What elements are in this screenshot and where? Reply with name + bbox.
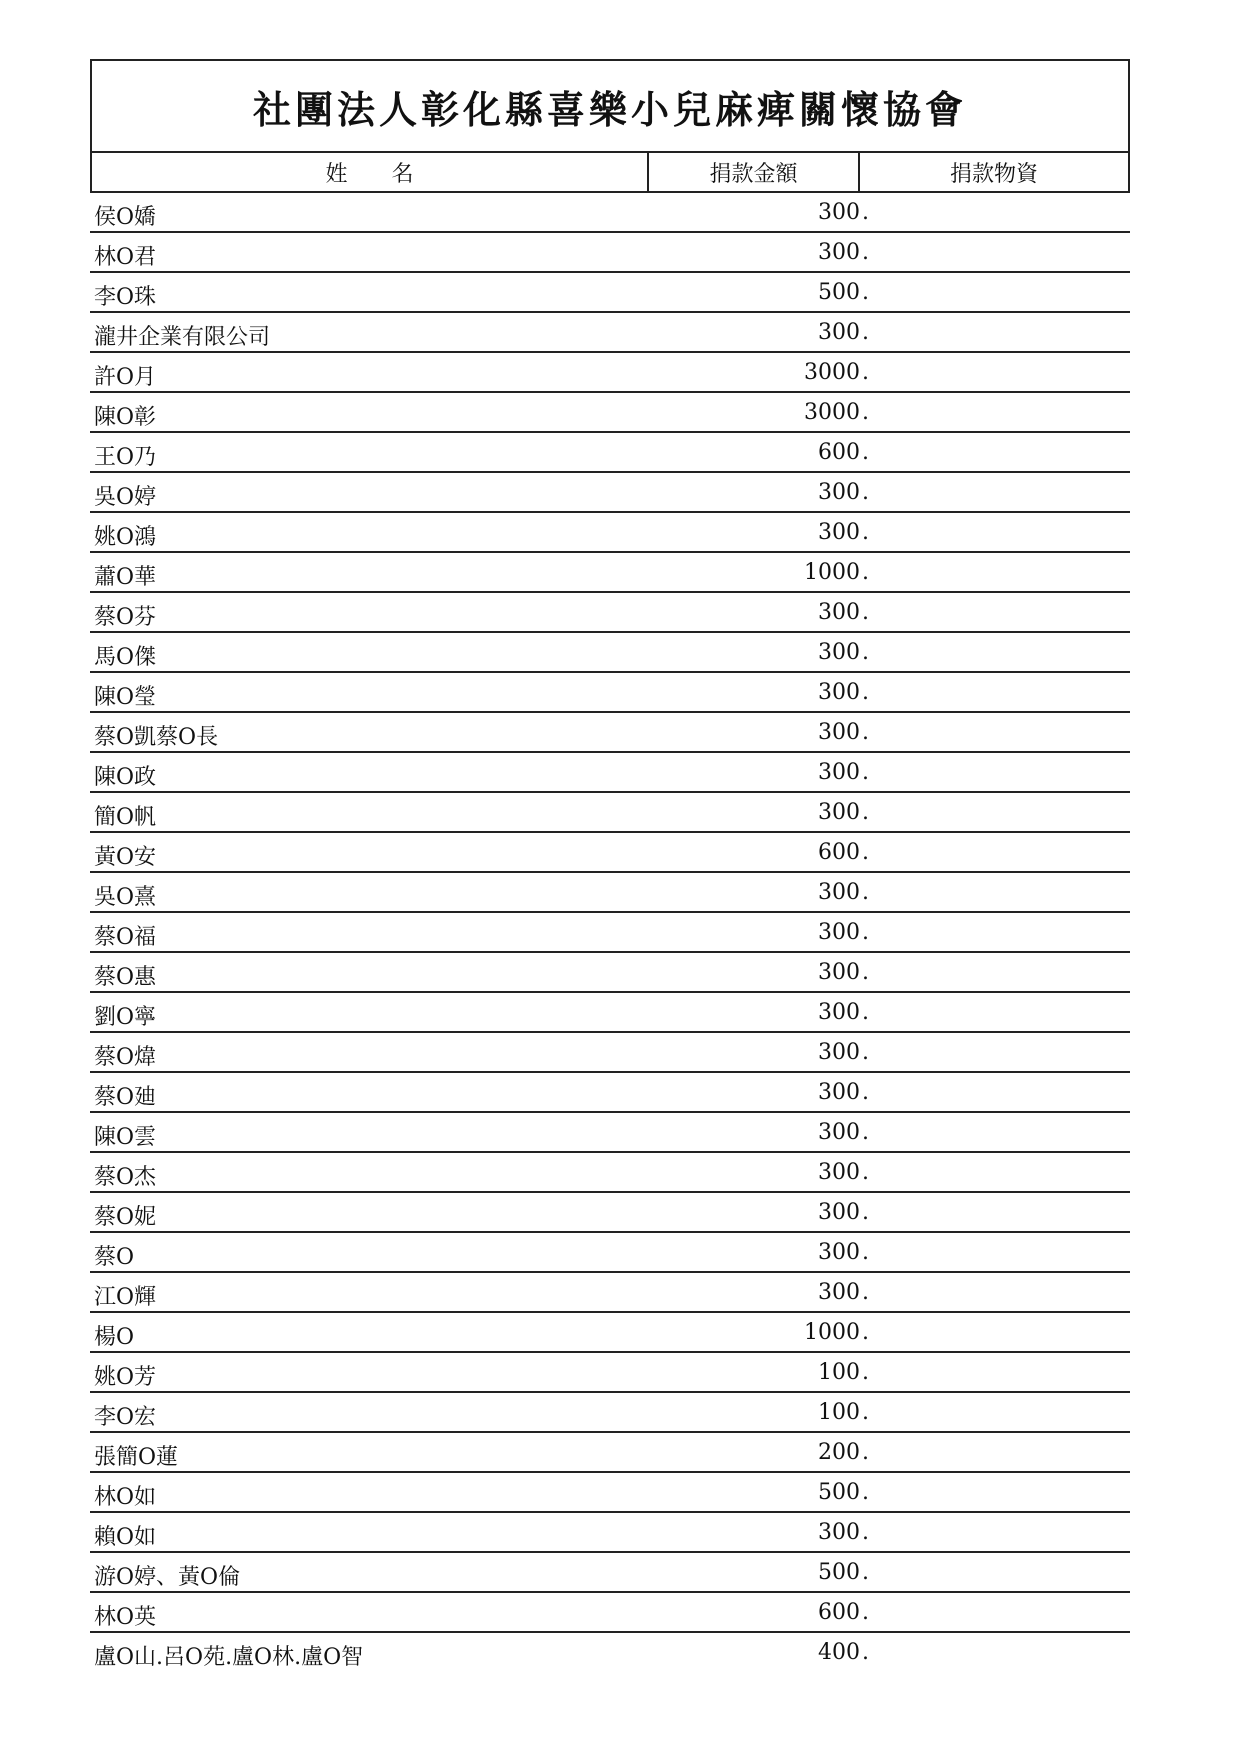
table-row — [90, 1473, 1130, 1513]
donation-amount: 300 — [818, 680, 860, 705]
amount-suffix: . — [862, 200, 869, 225]
donor-name: 陳O彰 — [94, 405, 157, 430]
table-row — [90, 673, 1130, 713]
table-row — [90, 1033, 1130, 1073]
donor-name: 侯O嬌 — [94, 205, 157, 230]
donation-amount: 500 — [818, 280, 860, 305]
donation-sheet — [90, 59, 1130, 1673]
donor-name: 蔡O妮 — [94, 1205, 157, 1230]
donor-name: 蔡O廸 — [94, 1085, 157, 1110]
table-row — [90, 1193, 1130, 1233]
donation-amount: 100 — [818, 1400, 860, 1425]
table-row — [90, 633, 1130, 673]
header-name: 姓名 — [92, 153, 649, 191]
donor-name: 姚O芳 — [94, 1365, 157, 1390]
donor-name: 蔡O芬 — [94, 605, 157, 630]
amount-suffix: . — [862, 1520, 869, 1545]
table-row — [90, 233, 1130, 273]
donation-amount: 300 — [818, 520, 860, 545]
amount-suffix: . — [862, 1160, 869, 1185]
donor-name: 陳O瑩 — [94, 685, 157, 710]
amount-suffix: . — [862, 360, 869, 385]
donor-name: 林O英 — [94, 1605, 157, 1630]
donation-amount: 300 — [818, 760, 860, 785]
amount-suffix: . — [862, 1040, 869, 1065]
donation-amount: 300 — [818, 1000, 860, 1025]
donor-name: 黃O安 — [94, 845, 157, 870]
donation-amount: 300 — [818, 920, 860, 945]
donation-amount: 600 — [818, 440, 860, 465]
table-row — [90, 193, 1130, 233]
donation-amount: 100 — [818, 1360, 860, 1385]
donor-name: 賴O如 — [94, 1525, 157, 1550]
amount-suffix: . — [862, 400, 869, 425]
donation-amount: 300 — [818, 960, 860, 985]
table-row — [90, 753, 1130, 793]
donor-name: 吳O熹 — [94, 885, 157, 910]
donor-name: 馬O傑 — [94, 645, 157, 670]
table-header — [90, 153, 1130, 193]
donor-name: 許O月 — [94, 365, 157, 390]
amount-suffix: . — [862, 680, 869, 705]
donor-name: 陳O雲 — [94, 1125, 157, 1150]
table-body — [90, 193, 1130, 1673]
table-row — [90, 353, 1130, 393]
donation-amount: 400 — [818, 1640, 860, 1665]
amount-suffix: . — [862, 800, 869, 825]
table-row — [90, 953, 1130, 993]
donation-amount: 600 — [818, 840, 860, 865]
donor-name: 蔡O福 — [94, 925, 157, 950]
donation-amount: 300 — [818, 1200, 860, 1225]
donation-amount: 3000 — [804, 360, 860, 385]
table-row — [90, 1153, 1130, 1193]
amount-suffix: . — [862, 1640, 869, 1665]
amount-suffix: . — [862, 960, 869, 985]
donor-name: 張簡O蓮 — [94, 1445, 179, 1470]
table-row — [90, 1353, 1130, 1393]
donation-amount: 500 — [818, 1560, 860, 1585]
table-row — [90, 513, 1130, 553]
amount-suffix: . — [862, 880, 869, 905]
donor-name: 陳O政 — [94, 765, 157, 790]
amount-suffix: . — [862, 1440, 869, 1465]
table-row — [90, 273, 1130, 313]
donor-name: 楊O — [94, 1325, 135, 1350]
donor-name: 蔡O杰 — [94, 1165, 157, 1190]
donor-name: 劉O寧 — [94, 1005, 157, 1030]
donor-name: 吳O婷 — [94, 485, 157, 510]
table-row — [90, 1593, 1130, 1633]
donation-amount: 300 — [818, 720, 860, 745]
table-row — [90, 553, 1130, 593]
donor-name: 蔡O惠 — [94, 965, 157, 990]
donor-name: 瀧井企業有限公司 — [94, 325, 271, 350]
donation-amount: 300 — [818, 320, 860, 345]
table-row — [90, 1433, 1130, 1473]
table-row — [90, 993, 1130, 1033]
amount-suffix: . — [862, 520, 869, 545]
donation-amount: 300 — [818, 640, 860, 665]
donation-amount: 300 — [818, 1120, 860, 1145]
donation-amount: 300 — [818, 1040, 860, 1065]
table-row — [90, 1113, 1130, 1153]
donor-name: 林O君 — [94, 245, 157, 270]
donor-name: 蔡O — [94, 1245, 135, 1270]
table-row — [90, 433, 1130, 473]
table-row — [90, 1073, 1130, 1113]
donor-name: 蔡O煒 — [94, 1045, 157, 1070]
table-row — [90, 1313, 1130, 1353]
amount-suffix: . — [862, 640, 869, 665]
donation-amount: 300 — [818, 800, 860, 825]
table-row — [90, 313, 1130, 353]
amount-suffix: . — [862, 1000, 869, 1025]
table-row — [90, 1633, 1130, 1673]
donation-amount: 300 — [818, 480, 860, 505]
donation-amount: 300 — [818, 1280, 860, 1305]
amount-suffix: . — [862, 1360, 869, 1385]
donor-name: 盧O山.呂O苑.盧O林.盧O智 — [94, 1645, 364, 1670]
donation-amount: 300 — [818, 1080, 860, 1105]
donation-amount: 1000 — [804, 560, 860, 585]
amount-suffix: . — [862, 1600, 869, 1625]
donation-amount: 500 — [818, 1480, 860, 1505]
donation-amount: 300 — [818, 1240, 860, 1265]
table-row — [90, 1513, 1130, 1553]
donation-amount: 200 — [818, 1440, 860, 1465]
donor-name: 王O乃 — [94, 445, 157, 470]
amount-suffix: . — [862, 720, 869, 745]
donor-name: 李O宏 — [94, 1405, 157, 1430]
header-goods: 捐款物資 — [949, 161, 1038, 187]
donor-name: 簡O帆 — [94, 805, 157, 830]
amount-suffix: . — [862, 1400, 869, 1425]
amount-suffix: . — [862, 1120, 869, 1145]
table-row — [90, 473, 1130, 513]
donation-amount: 300 — [818, 1160, 860, 1185]
amount-suffix: . — [862, 440, 869, 465]
amount-suffix: . — [862, 920, 869, 945]
table-row — [90, 713, 1130, 753]
table-row — [90, 873, 1130, 913]
title-box — [90, 59, 1130, 153]
amount-suffix: . — [862, 1240, 869, 1265]
amount-suffix: . — [862, 1080, 869, 1105]
donation-amount: 300 — [818, 1520, 860, 1545]
donation-amount: 3000 — [804, 400, 860, 425]
amount-suffix: . — [862, 600, 869, 625]
header-amount: 捐款金額 — [649, 153, 860, 191]
amount-suffix: . — [862, 240, 869, 265]
amount-suffix: . — [862, 840, 869, 865]
amount-suffix: . — [862, 320, 869, 345]
table-row — [90, 1273, 1130, 1313]
donation-amount: 300 — [818, 240, 860, 265]
donation-amount: 600 — [818, 1600, 860, 1625]
donor-name: 姚O鴻 — [94, 525, 157, 550]
amount-suffix: . — [862, 560, 869, 585]
amount-suffix: . — [862, 280, 869, 305]
table-row — [90, 1553, 1130, 1593]
donation-amount: 1000 — [804, 1320, 860, 1345]
amount-suffix: . — [862, 1280, 869, 1305]
donation-amount: 300 — [818, 600, 860, 625]
table-row — [90, 833, 1130, 873]
amount-suffix: . — [862, 1560, 869, 1585]
donor-name: 李O珠 — [94, 285, 157, 310]
table-row — [90, 1233, 1130, 1273]
donor-name: 林O如 — [94, 1485, 157, 1510]
table-row — [90, 793, 1130, 833]
table-row — [90, 1393, 1130, 1433]
amount-suffix: . — [862, 480, 869, 505]
donor-name: 蕭O華 — [94, 565, 157, 590]
donation-amount: 300 — [818, 200, 860, 225]
table-row — [90, 393, 1130, 433]
donation-amount: 300 — [818, 880, 860, 905]
table-row — [90, 593, 1130, 633]
amount-suffix: . — [862, 1320, 869, 1345]
donor-name: 蔡O凱蔡O長 — [94, 725, 219, 750]
page-title: 社團法人彰化縣喜樂小兒麻痺關懷協會 — [252, 87, 967, 132]
donor-name: 江O輝 — [94, 1285, 157, 1310]
amount-suffix: . — [862, 760, 869, 785]
amount-suffix: . — [862, 1480, 869, 1505]
table-row — [90, 913, 1130, 953]
amount-suffix: . — [862, 1200, 869, 1225]
donor-name: 游O婷、黃O倫 — [94, 1565, 241, 1590]
